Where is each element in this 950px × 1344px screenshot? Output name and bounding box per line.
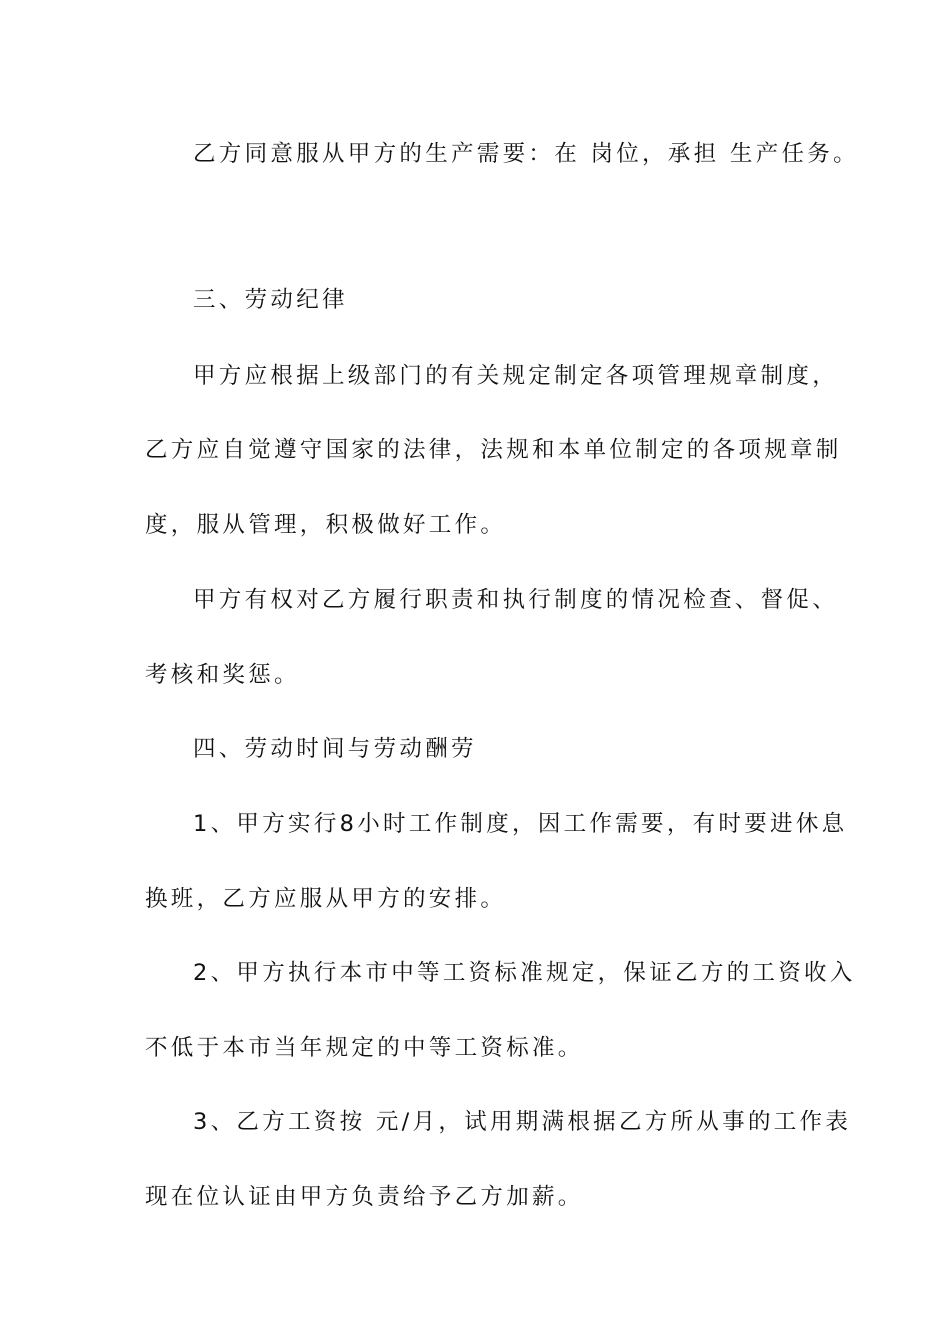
paragraph-rules-line-2: 乙方应自觉遵守国家的法律，法规和本单位制定的各项规章制 [145, 437, 842, 463]
item-2-line-2: 不低于本市当年规定的中等工资标准。 [145, 1035, 584, 1061]
item-1-line-2: 换班，乙方应服从甲方的安排。 [145, 886, 507, 912]
item-3-line-2: 现在位认证由甲方负责给予乙方加薪。 [145, 1184, 584, 1210]
paragraph-rules-line-1: 甲方应根据上级部门的有关规定制定各项管理规章制度， [193, 363, 839, 389]
paragraph-rules-line-3: 度，服从管理，积极做好工作。 [145, 512, 507, 538]
item-1-line-1: 1、甲方实行8小时工作制度，因工作需要，有时要进休息 [193, 811, 848, 837]
section-heading-labor-discipline: 三、劳动纪律 [193, 287, 348, 313]
item-2-line-1: 2、甲方执行本市中等工资标准规定，保证乙方的工资收入 [193, 960, 856, 986]
item-3-line-1: 3、乙方工资按 元/月，试用期满根据乙方所从事的工作表 [193, 1109, 852, 1135]
paragraph-inspection-line-1: 甲方有权对乙方履行职责和执行制度的情况检查、督促、 [193, 587, 839, 613]
paragraph-inspection-line-2: 考核和奖惩。 [145, 662, 300, 688]
paragraph-production-consent: 乙方同意服从甲方的生产需要：在 岗位，承担 生产任务。 [193, 141, 859, 167]
section-heading-working-hours-pay: 四、劳动时间与劳动酬劳 [193, 736, 477, 762]
